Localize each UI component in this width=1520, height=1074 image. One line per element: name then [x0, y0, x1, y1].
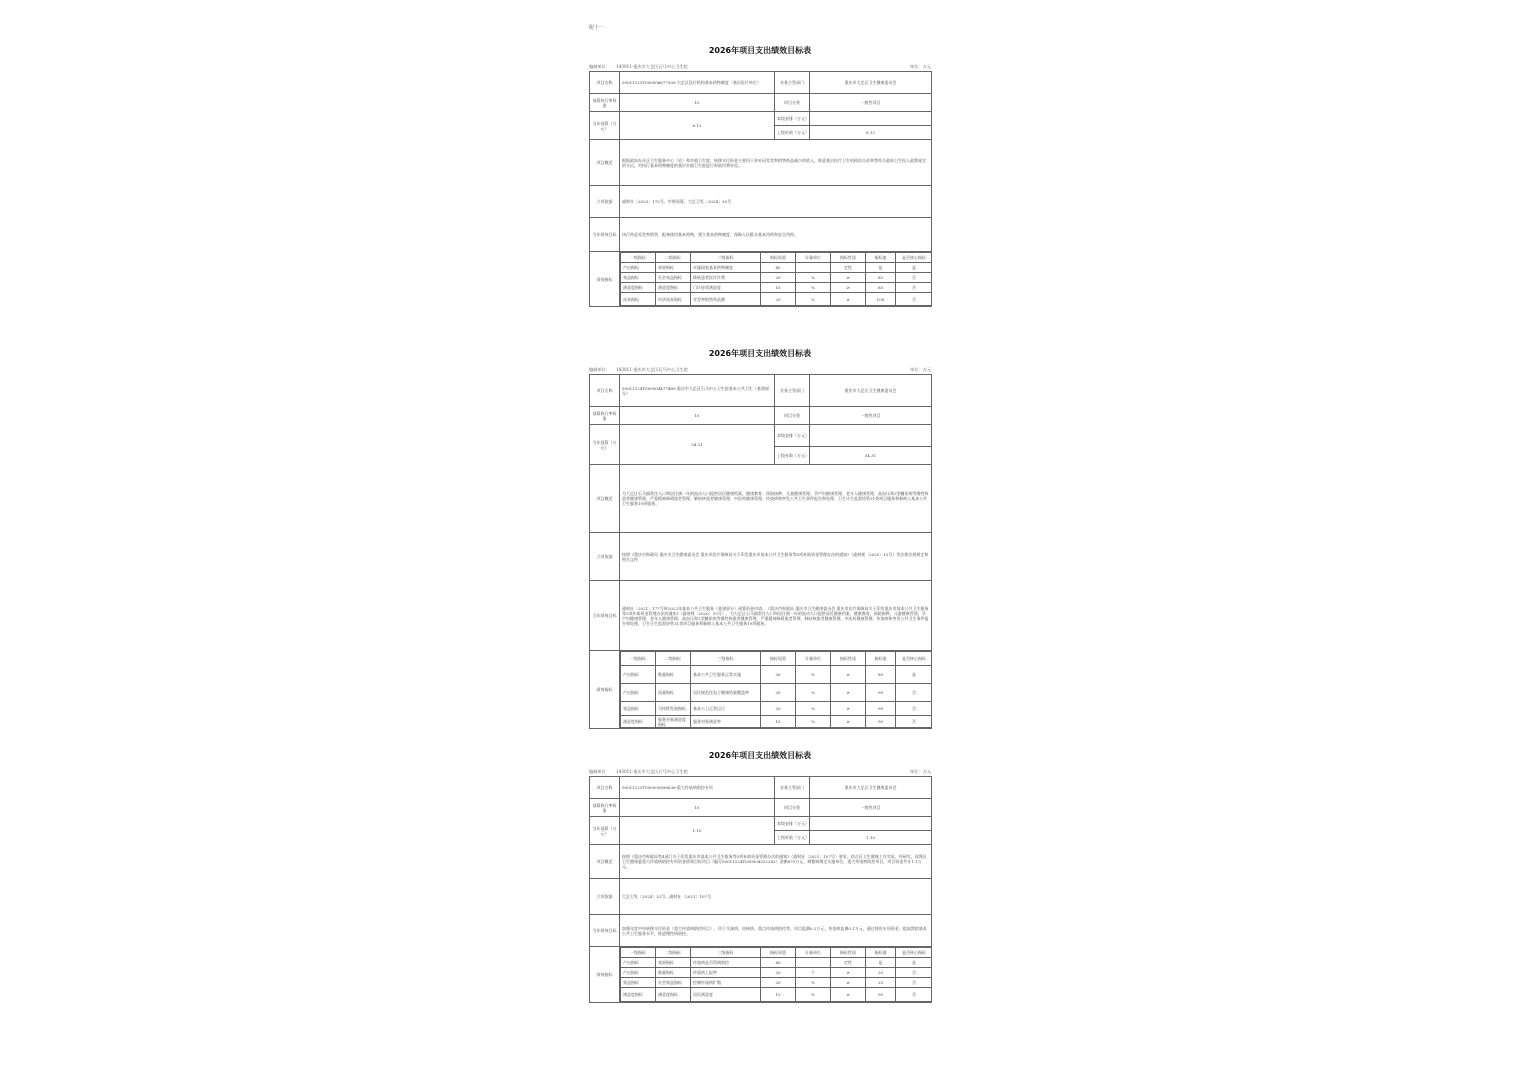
category-label: 项目分类 [775, 407, 810, 425]
indicator-cell: 是 [866, 958, 896, 968]
indicator-cell: ≥ [831, 666, 866, 684]
indicator-header: 二级指标 [656, 652, 691, 666]
indicator-cell: 定性 [831, 958, 866, 968]
budget-value: 34.31 [620, 425, 775, 465]
target-table-block [589, 44, 931, 307]
indicator-cell: % [796, 988, 831, 1002]
indicator-cell: 服务对象满意度指标 [656, 716, 691, 728]
budget-label: 当年预算（万元） [590, 817, 620, 845]
money-unit: 单位：万元 [910, 64, 931, 69]
indicator-cell [796, 958, 831, 968]
indicator-cell: 数量指标 [656, 968, 691, 978]
upper-funds-value: 6.12 [810, 126, 932, 140]
project-name-value: 50011124T000004477489-重庆市大足区石马中心卫生院基本公共卫生（基建部分） [620, 375, 775, 407]
indicator-cell: 是 [896, 958, 932, 968]
main-table [589, 71, 932, 307]
document-page [589, 24, 931, 34]
indicator-cell: % [796, 684, 831, 702]
indicator-cell: 满意度指标 [621, 716, 656, 728]
indicator-cell: % [796, 702, 831, 716]
indicator-header: 三级指标 [691, 253, 761, 263]
indicator-cell: 20 [866, 978, 896, 988]
unit-left [589, 365, 694, 374]
local-funds-label: 本级安排（万元） [775, 112, 810, 126]
local-funds-value [810, 425, 932, 447]
indicator-cell: 效果指标 [656, 958, 691, 968]
indicator-cell: 否 [896, 702, 932, 716]
indicator-cell: 实施国家基本药物制度 [691, 263, 761, 273]
appendix-label: 附十一 [589, 25, 605, 31]
overview-label: 项目概述 [590, 465, 620, 533]
indicators-container [620, 252, 932, 307]
indicator-table [620, 947, 932, 1002]
indicator-cell: ≥ [831, 684, 866, 702]
local-funds-label: 本级安排（万元） [775, 425, 810, 447]
indicator-cell: 满意度指标 [621, 283, 656, 293]
indicator-cell: 否 [896, 978, 932, 988]
indicator-header: 计量单位 [796, 652, 831, 666]
indicator-cell: 基本公共卫生服务正常实施 [691, 666, 761, 684]
indicator-cell: 满意度指标 [656, 283, 691, 293]
indicator-table [620, 651, 932, 728]
exec-rate-value: 10 [620, 799, 775, 817]
indicator-cell: 降低患者医疗诊费 [691, 273, 761, 283]
indicator-cell: 30 [761, 684, 796, 702]
indicator-header: 是否核心指标 [896, 948, 932, 958]
indicator-cell: 成本指标 [621, 293, 656, 306]
unit-label: 编制单位： [589, 769, 610, 774]
indicator-cell: 传染病上报率 [691, 968, 761, 978]
indicator-cell: 产出指标 [621, 968, 656, 978]
indicator-cell: 10 [761, 283, 796, 293]
indicator-cell: 基本公卫正常运行 [691, 702, 761, 716]
indicator-cell: ≥ [831, 293, 866, 306]
indicator-cell: 10 [761, 988, 796, 1002]
category-value: 一般性项目 [810, 407, 932, 425]
indicator-cell: 85 [866, 283, 896, 293]
indicator-cell: 否 [896, 273, 932, 283]
indicator-cell: ≥ [831, 716, 866, 728]
indicator-cell: 否 [896, 988, 932, 1002]
project-name-label: 项目名称 [590, 777, 620, 799]
goal-label: 当年绩效目标 [590, 218, 620, 252]
indicator-cell: 可持续发展指标 [656, 702, 691, 716]
indicator-header: 三级指标 [691, 948, 761, 958]
indicator-cell: 质量指标 [656, 684, 691, 702]
indicator-header: 指标值 [866, 253, 896, 263]
project-name-label: 项目名称 [590, 375, 620, 407]
table-title: 2026年项目支出绩效目标表 [708, 751, 812, 760]
local-funds-label: 本级安排（万元） [775, 817, 810, 831]
indicator-cell: ≥ [831, 702, 866, 716]
indicator-cell: 产出指标 [621, 684, 656, 702]
indicator-cell: % [796, 293, 831, 306]
indicator-cell: 居民满意度 [691, 988, 761, 1002]
indicator-cell: 否 [896, 283, 932, 293]
dept-label: 业务主管部门 [775, 72, 810, 94]
indicator-header: 一级指标 [621, 652, 656, 666]
unit-name: 143011-重庆市大足区石马中心卫生院 [615, 64, 688, 69]
indicator-header: 是否核心指标 [896, 253, 932, 263]
unit-name: 143011-重庆市大足区石马中心卫生院 [615, 769, 688, 774]
indicator-cell: 20 [761, 293, 796, 306]
indicator-cell: 否 [896, 968, 932, 978]
indicators-label: 绩效指标 [590, 947, 620, 1003]
indicator-cell: 产出指标 [621, 263, 656, 273]
table-title: 2026年项目支出绩效目标表 [708, 46, 812, 55]
unit-row [589, 767, 931, 776]
exec-rate-label: 预算执行率权重 [590, 407, 620, 425]
indicator-header: 指标值 [866, 652, 896, 666]
money-unit: 单位：万元 [910, 769, 931, 774]
indicator-cell: ≥ [831, 968, 866, 978]
indicator-cell: 社会效益指标 [656, 978, 691, 988]
indicator-cell: 90 [866, 702, 896, 716]
unit-left [589, 767, 694, 776]
indicator-cell: 否 [896, 684, 932, 702]
local-funds-value [810, 817, 932, 831]
budget-label: 当年预算（万元） [590, 425, 620, 465]
dept-value: 重庆市大足区卫生健康委员会 [810, 375, 932, 407]
overview-value: 为大足区石马镇常住人口和居住满一年的流动人口提供居民健康档案、健康教育、预防接种、儿童健康管理、孕产妇健康管理、老年人健康管理、高血压和2型糖尿病等慢性病患者健康管理、严重精神障碍患者管理、肺结核患者健康管理、中医药健康管理、传染病和突发公共卫生事件报告和处理、卫生计生监督协管31类项目服务和新纳入基本公共卫生服务19项服务。 [620, 465, 932, 533]
indicator-cell: 85 [866, 273, 896, 283]
unit-row [589, 365, 931, 374]
indicator-cell: 否 [896, 293, 932, 306]
money-unit: 单位：万元 [910, 367, 931, 372]
indicator-header: 指标性质 [831, 948, 866, 958]
project-name-value: 50011125T000006677939-大足区医疗机构基本药物制度（基层医疗单位） [620, 72, 775, 94]
project-name-label: 项目名称 [590, 72, 620, 94]
indicator-cell: 零差率销售药品额 [691, 293, 761, 306]
indicator-cell [796, 263, 831, 273]
indicator-header: 指标权重 [761, 652, 796, 666]
unit-label: 编制单位： [589, 64, 610, 69]
goal-label: 当年绩效目标 [590, 915, 620, 947]
indicator-cell: 20 [761, 273, 796, 283]
category-value: 一般性项目 [810, 799, 932, 817]
indicator-cell: 个 [796, 968, 831, 978]
goal-label: 当年绩效目标 [590, 581, 620, 651]
upper-funds-label: 上级补助（万元） [775, 126, 810, 140]
indicator-header: 一级指标 [621, 948, 656, 958]
exec-rate-label: 预算执行率权重 [590, 799, 620, 817]
indicator-cell: 数量指标 [656, 666, 691, 684]
main-table [589, 776, 932, 1003]
category-label: 项目分类 [775, 799, 810, 817]
indicator-cell: 40 [761, 958, 796, 968]
indicator-cell: ≥ [831, 988, 866, 1002]
goal-value: 加强年度中央转移支付资金（重大传染病防控项目），用于艾滋病、结核病、重点传染病防控等，项目监测0.2万元，传染病监测0.1万元，通过使用专项资金，提高我院基本公共卫生服务水平，推进慢性病防控。 [620, 915, 932, 947]
indicator-cell: 产出指标 [621, 958, 656, 968]
indicator-cell: 20 [761, 968, 796, 978]
goal-value: 渝财社〔2021〕177号转2022年基本公共卫生服务（基建部分）预算资金申请。《重庆市财政局 重庆市卫生健康委员会 重庆市医疗保障局关于印发重庆市基本公共卫生服务等5项补助资金管理办法的通知》（渝财规〔2020〕15号），为大足区石马镇常住人口和居住满一年的流动人口提供居民健康档案、健康教育、预防接种、儿童健康管理、孕产妇健康管理、老年人健康管理、高血压和2型糖尿病等慢性病患者健康管理、严重精神障碍患者管理、肺结核患者健康管理、中医药健康管理、传染病和突发公共卫生事件报告和处理、卫生计生监督协管31类项目服务和新纳入基本公共卫生服务19项服务。 [620, 581, 932, 651]
indicator-header: 计量单位 [796, 253, 831, 263]
dept-label: 业务主管部门 [775, 375, 810, 407]
unit-left [589, 62, 694, 71]
basis-value: 按照《重庆市财政局 重庆市卫生健康委员会 重庆市医疗保障局关于印发重庆市基本公共卫生服务等5项补助资金管理办法的通知》（渝财规〔2020〕15号）等法律法规规定和相关文件 [620, 533, 932, 581]
indicator-cell: 社会效益指标 [656, 273, 691, 283]
indicator-cell: 90 [866, 988, 896, 1002]
indicator-header: 二级指标 [656, 948, 691, 958]
budget-value: 6.12 [620, 112, 775, 140]
category-value: 一般性项目 [810, 94, 932, 112]
indicator-cell: 是 [896, 666, 932, 684]
dept-value: 重庆市大足区卫生健康委员会 [810, 72, 932, 94]
indicator-cell: 80 [866, 666, 896, 684]
indicators-label: 绩效指标 [590, 651, 620, 729]
indicator-cell: 经济成本指标 [656, 293, 691, 306]
indicator-cell: 100 [866, 293, 896, 306]
indicator-cell: ≥ [831, 273, 866, 283]
indicator-header: 计量单位 [796, 948, 831, 958]
indicator-header: 指标性质 [831, 652, 866, 666]
dept-value: 重庆市大足区卫生健康委员会 [810, 777, 932, 799]
indicator-header: 指标值 [866, 948, 896, 958]
indicator-header: 指标性质 [831, 253, 866, 263]
exec-rate-label: 预算执行率权重 [590, 94, 620, 112]
indicator-cell: % [796, 273, 831, 283]
exec-rate-value: 10 [620, 94, 775, 112]
indicator-cell: 效益指标 [621, 978, 656, 988]
indicator-cell: 产出指标 [621, 666, 656, 684]
indicator-cell: 传染病是否得到防控 [691, 958, 761, 968]
unit-label: 编制单位： [589, 367, 610, 372]
indicator-cell: 20 [761, 702, 796, 716]
goal-value: 执行药品零差率销售，配备使用基本药物，建立基本药物制度，保障人民群众基本用药和安全用药。 [620, 218, 932, 252]
indicator-cell: 是 [866, 263, 896, 273]
basis-label: 立项依据 [590, 533, 620, 581]
indicator-cell: 门诊患者满意度 [691, 283, 761, 293]
local-funds-value [810, 112, 932, 126]
overview-label: 项目概述 [590, 140, 620, 186]
unit-name: 143011-重庆市大足区石马中心卫生院 [615, 367, 688, 372]
indicator-cell: 10 [761, 716, 796, 728]
upper-funds-value: 1.10 [810, 831, 932, 845]
basis-label: 立项依据 [590, 186, 620, 218]
indicator-header: 一级指标 [621, 253, 656, 263]
indicator-cell: ≥ [831, 283, 866, 293]
indicator-cell: % [796, 978, 831, 988]
budget-label: 当年预算（万元） [590, 112, 620, 140]
basis-value: 渝财社〔2023〕172号、市财预算、大足卫发〔2024〕35号 [620, 186, 932, 218]
indicators-label: 绩效指标 [590, 252, 620, 307]
indicator-cell: 满意度指标 [621, 988, 656, 1002]
budget-value: 1.10 [620, 817, 775, 845]
indicator-cell: 否 [896, 716, 932, 728]
indicator-cell: % [796, 666, 831, 684]
indicator-cell: 满意度指标 [656, 988, 691, 1002]
indicator-cell: 控制传染病扩散 [691, 978, 761, 988]
indicator-cell: 20 [761, 978, 796, 988]
overview-value: 按照《重庆市财政局等4部门关于印发重庆市基本公共卫生服务等5项补助资金管理办法的通知》（渝财社〔2021〕107号）要求，结合区卫生健康工作实际，经研究，现将区卫生健康委重大传染病防控专项资金绩效目标项目（编号50011124T000004532243）金额870万元，调整调剂至实施单位，重大传染病防控项目，项目资金共计1.1万元。 [620, 845, 932, 879]
exec-rate-value: 10 [620, 407, 775, 425]
target-table-block [589, 749, 931, 1003]
upper-funds-value: 34.31 [810, 447, 932, 465]
indicator-cell: % [796, 283, 831, 293]
indicator-cell: 90 [866, 716, 896, 728]
indicator-cell: 效益指标 [621, 702, 656, 716]
indicator-table [620, 252, 932, 306]
indicator-header: 是否核心指标 [896, 652, 932, 666]
indicator-cell: 服务对象满意率 [691, 716, 761, 728]
indicator-cell: 是 [896, 263, 932, 273]
category-label: 项目分类 [775, 94, 810, 112]
indicator-header: 指标权重 [761, 948, 796, 958]
indicator-cell: 居民规范化电子健康档案覆盖率 [691, 684, 761, 702]
upper-funds-label: 上级补助（万元） [775, 831, 810, 845]
unit-row [589, 62, 931, 71]
overview-label: 项目概述 [590, 845, 620, 879]
target-table-block [589, 347, 931, 729]
indicator-cell: 90 [866, 684, 896, 702]
indicator-cell: 40 [761, 263, 796, 273]
indicators-container [620, 947, 932, 1003]
project-name-value: 50011125T000005896836-重大传染病防控专项 [620, 777, 775, 799]
indicator-header: 指标权重 [761, 253, 796, 263]
upper-funds-label: 上级补助（万元） [775, 447, 810, 465]
indicator-header: 二级指标 [656, 253, 691, 263]
basis-value: 大足卫发〔2024〕32号、渝财社〔2021〕107号 [620, 879, 932, 915]
indicator-cell: 定性 [831, 263, 866, 273]
indicator-cell: 30 [761, 666, 796, 684]
basis-label: 立项依据 [590, 879, 620, 915]
main-table [589, 374, 932, 729]
indicator-cell: % [796, 716, 831, 728]
indicators-container [620, 651, 932, 729]
indicator-cell: 20 [866, 968, 896, 978]
indicator-cell: 效果指标 [656, 263, 691, 273]
overview-value: 根据政府办社区卫生服务中心（站）和乡镇卫生院，转移支付资金主要用于弥补因零差率销售药品减少的收入，推进基层医疗卫生机构综合改革等符合政府卫生投入政策规定的支出，对执行基本药物制度的基层乡镇卫生院进行财政经费补偿。 [620, 140, 932, 186]
indicator-cell: 效益指标 [621, 273, 656, 283]
table-title: 2026年项目支出绩效目标表 [708, 349, 812, 358]
indicator-header: 三级指标 [691, 652, 761, 666]
indicator-cell: ≥ [831, 978, 866, 988]
dept-label: 业务主管部门 [775, 777, 810, 799]
